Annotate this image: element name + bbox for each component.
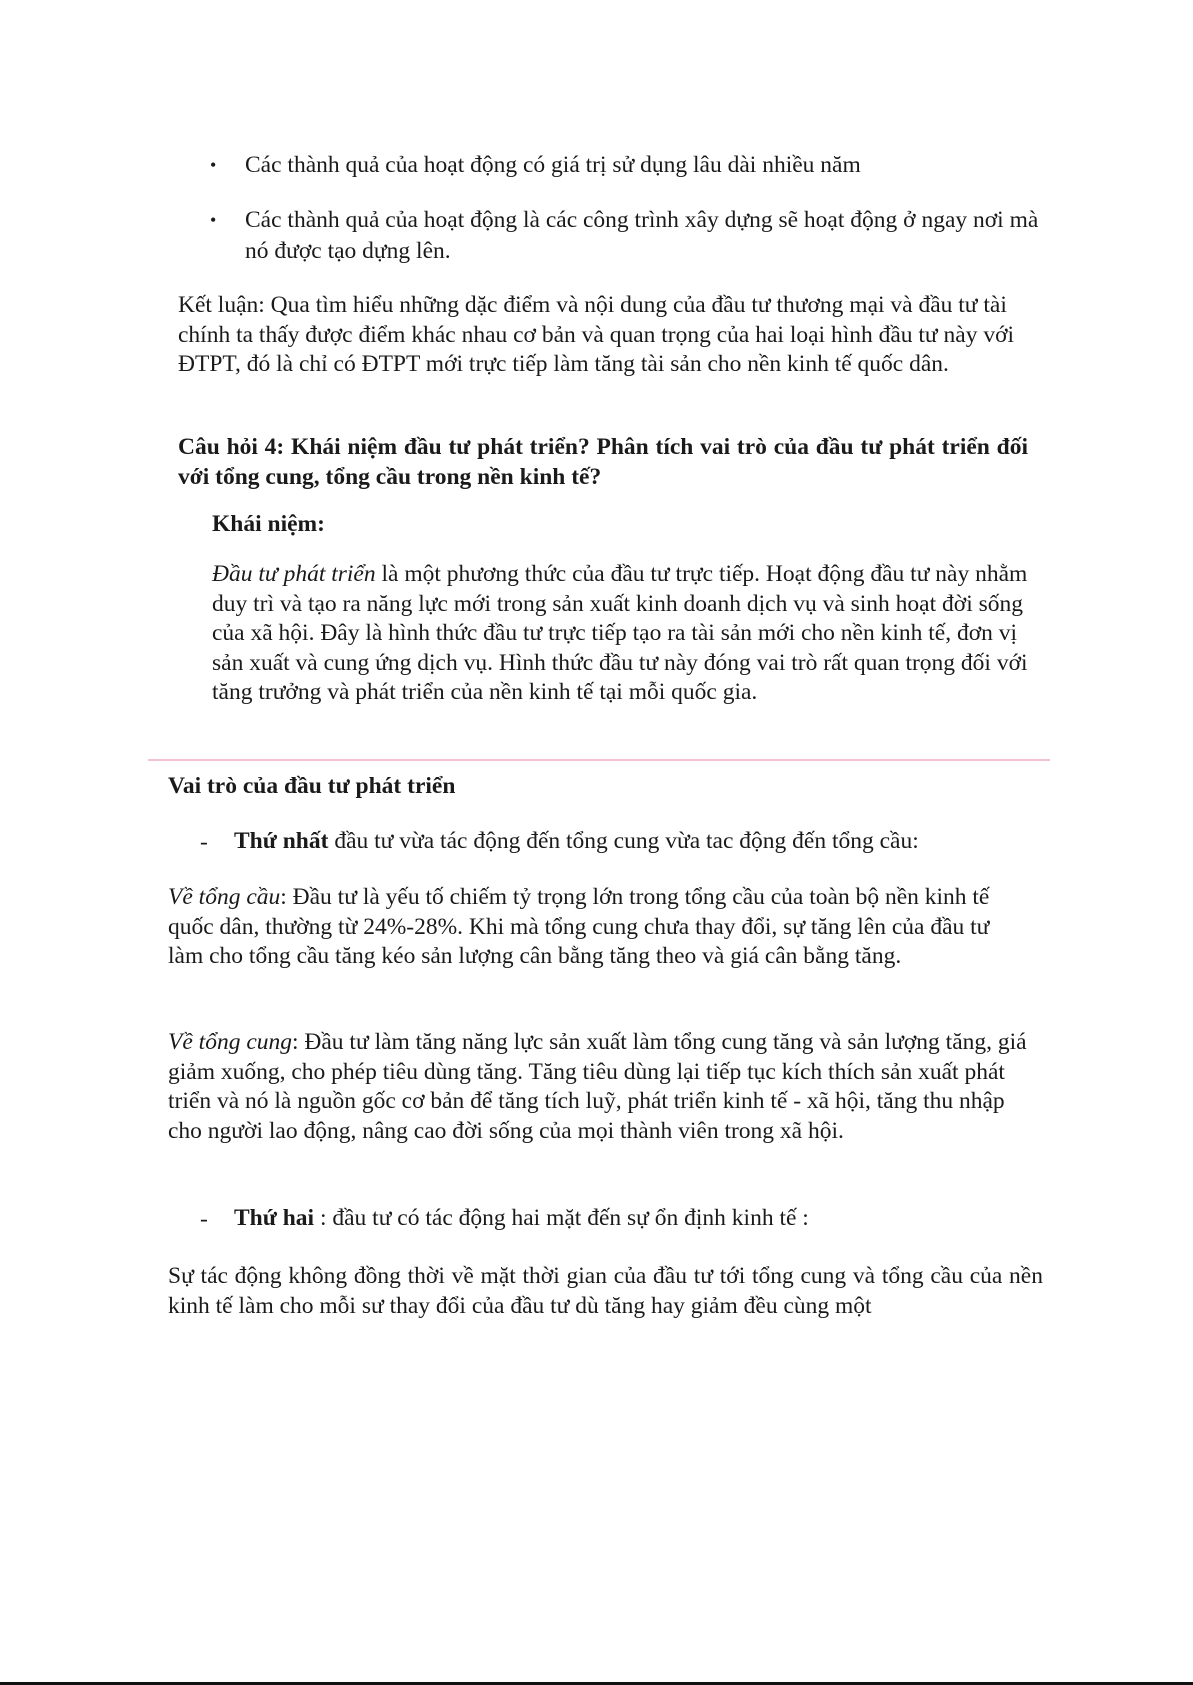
question-heading: Câu hỏi 4: Khái niệm đầu tư phát triển? Phân tích vai trò của đầu tư phát triển đối với tổng cung, tổng cầu trong nền kinh tế? bbox=[178, 434, 1028, 490]
demand-label: Về tổng cầu bbox=[168, 884, 281, 910]
bullet-marker: • bbox=[210, 210, 217, 230]
role-heading: Vai trò của đầu tư phát triển bbox=[168, 773, 456, 799]
bullet-marker: • bbox=[210, 155, 217, 175]
supply-text: : Đầu tư làm tăng năng lực sản xuất làm tổng cung tăng và sản lượng tăng, giá giảm xuống, cho phép tiêu dùng tăng. Tăng tiêu dùng lại tiếp tục kích thích sản xuất phát triển và nó là nguồn gốc cơ bản để tăng tích luỹ, phát triển kinh tế - xã hội, tăng thu nhập cho người lao động, nâng cao đời sống của mọi thành viên trong xã hội. bbox=[168, 1029, 1027, 1144]
bullet-item bbox=[210, 205, 1060, 269]
demand-paragraph bbox=[168, 883, 1023, 972]
first-point bbox=[234, 827, 1054, 857]
concept-body: là một phương thức của đầu tư trực tiếp. Hoạt động đầu tư này nhằm duy trì và tạo ra năng lực mới trong sản xuất kinh doanh dịch vụ và sinh hoạt đời sống của xã hội. Đây là hình thức đầu tư trực tiếp tạo ra tài sản mới cho nền kinh tế, đơn vị sản xuất và cung ứng dịch vụ. Hình thức đầu tư này đóng vai trò rất quan trọng đối với tăng trưởng và phát triển của nền kinh tế tại mỗi quốc gia. bbox=[212, 561, 1028, 705]
supply-label: Về tổng cung bbox=[168, 1029, 292, 1055]
second-point-text: : đầu tư có tác động hai mặt đến sự ổn định kinh tế : bbox=[314, 1205, 809, 1231]
final-paragraph: Sự tác động không đồng thời về mặt thời gian của đầu tư tới tổng cung và tổng cầu của nền kinh tế làm cho mỗi sư thay đổi của đầu tư dù tăng hay giảm đều cùng một bbox=[168, 1263, 1043, 1319]
second-point bbox=[234, 1204, 1054, 1234]
first-point-label: Thứ nhất bbox=[234, 828, 329, 854]
concept-heading: Khái niệm: bbox=[212, 511, 325, 537]
bullet-text: Các thành quả của hoạt động có giá trị sử dụng lâu dài nhiều năm bbox=[245, 152, 861, 178]
demand-text: : Đầu tư là yếu tố chiếm tỷ trọng lớn trong tổng cầu của toàn bộ nền kinh tế quốc dân, thường từ 24%-28%. Khi mà tổng cung chưa thay đổi, sự tăng lên của đầu tư làm cho tổng cầu tăng kéo sản lượng cân bằng tăng theo và giá cân bằng tăng. bbox=[168, 884, 990, 969]
conclusion-paragraph: Kết luận: Qua tìm hiểu những dặc điểm và nội dung của đầu tư thương mại và đầu tư tài chính ta thấy được điểm khác nhau cơ bản và quan trọng của hai loại hình đầu tư này với ĐTPT, đó là chỉ có ĐTPT mới trực tiếp làm tăng tài sản cho nền kinh tế quốc dân. bbox=[178, 292, 1015, 377]
concept-paragraph bbox=[212, 560, 1037, 708]
dash-marker: - bbox=[200, 829, 208, 855]
bullet-item bbox=[210, 150, 1060, 182]
first-point-text: đầu tư vừa tác động đến tổng cung vừa tac động đến tổng cầu: bbox=[328, 828, 919, 854]
supply-paragraph bbox=[168, 1028, 1033, 1146]
dash-marker: - bbox=[200, 1206, 208, 1232]
concept-term: Đầu tư phát triển bbox=[212, 561, 376, 587]
bullet-text: Các thành quả của hoạt động là các công trình xây dựng sẽ hoạt động ở ngay nơi mà nó được tạo dựng lên. bbox=[245, 207, 1039, 264]
second-point-label: Thứ hai bbox=[234, 1205, 315, 1231]
section-divider bbox=[148, 759, 1050, 761]
